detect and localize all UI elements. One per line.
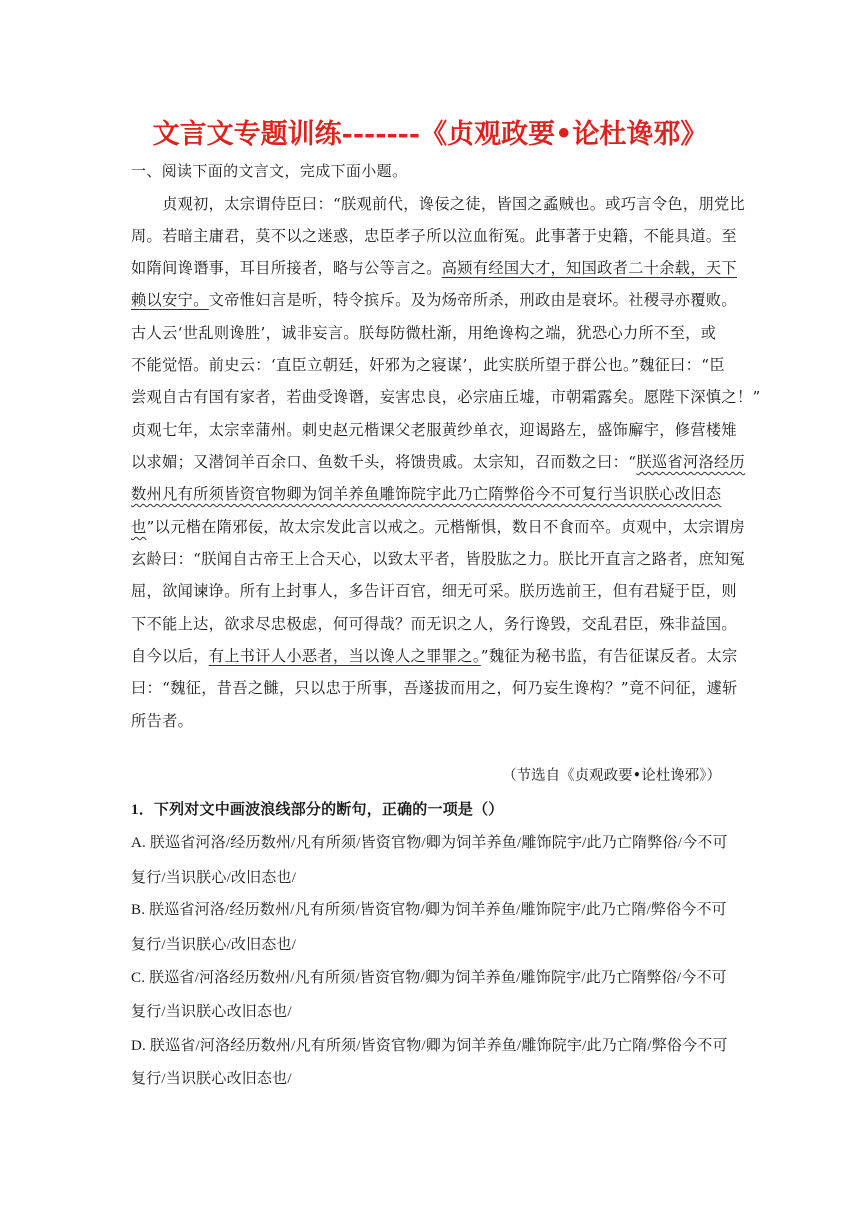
option-d-cont: 复行/当识朕心改旧态也/: [131, 1071, 292, 1087]
question-stem: 1．下列对文中画波浪线部分的断句，正确的一项是（）: [131, 802, 504, 818]
passage-line: 曰：“魏征，昔吾之雠，只以忠于所事，吾遂拔而用之，何乃妄生谗构？”竟不问征，遽斩: [131, 679, 738, 697]
option-d: D. 朕巡省/河洛经历数州/凡有所须/皆资官物/卿为饲羊养鱼/雕饰院宇/此乃亡隋/弊俗今不可: [131, 1038, 728, 1054]
wavy-underlined-text: 也: [131, 518, 147, 536]
passage-line: [131, 645, 737, 666]
passage-line: [131, 483, 721, 504]
section-heading: 一、阅读下面的文言文，完成下面小题。: [131, 162, 408, 180]
passage-text: 文帝惟妇言是听，特令摈斥。及为炀帝所杀，刑政由是衰坏。社稷寻亦覆败。: [208, 291, 737, 309]
underlined-sentence: 有上书讦人小恶者，当以谗人之罪罪之。: [208, 647, 481, 665]
source-citation: （节选自《贞观政要•论杜谗邪》）: [502, 768, 721, 784]
passage-line: 下不能上达，欲求尽忠极虑，何可得哉？而无识之人，务行谗毁，交乱君臣，殊非益国。: [131, 615, 737, 633]
passage-line: 玄龄曰：“朕闻自古帝王上合天心，以致太平者，皆股肱之力。朕比开直言之路者，庶知冤: [131, 550, 746, 568]
option-b-cont: 复行/当识朕心/改旧态也/: [131, 937, 297, 953]
wavy-underlined-text: 数州凡有所须皆资官物卿为饲羊养鱼雕饰院宇此乃亡隋弊俗今不可复行当识朕心改旧态: [131, 485, 722, 503]
option-b: B. 朕巡省河洛/经历数州/凡有所须/皆资官物/卿为饲羊养鱼/雕饰院宇/此乃亡隋/弊俗今不可: [131, 902, 727, 918]
passage-line: [131, 451, 745, 472]
passage-line: 贞观七年，太宗幸蒲州。刺史赵元楷课父老服黄纱单衣，迎谒路左，盛饰廨宇，修营楼雉: [131, 421, 737, 439]
passage-line: 不能觉悟。前史云：‘直臣立朝廷，奸邪为之寝谋’，此实朕所望于群公也。”魏征曰：“臣: [131, 356, 725, 374]
page-title: 文言文专题训练-------《贞观政要•论杜谗邪》: [152, 119, 708, 150]
passage-text: 如隋间谗谮事，耳目所接者，略与公等言之。: [131, 259, 442, 277]
passage-line: 尝观自古有国有家者，若曲受谗谮，妄害忠良，必宗庙丘墟，市朝霜露矣。愿陛下深慎之！”: [131, 388, 761, 406]
passage-line: [131, 257, 737, 278]
passage-line: 周。若暗主庸君，莫不以之迷惑，忠臣孝子所以泣血衔冤。此事著于史籍，不能具道。至: [131, 227, 737, 245]
passage-line: 所告者。: [131, 712, 194, 730]
passage-text: ”魏征为秘书监，有告征谋反者。太宗: [480, 647, 738, 665]
option-a-cont: 复行/当识朕心/改旧态也/: [131, 870, 297, 886]
passage-text: 以求媚；又潜饲羊百余口、鱼数千头，将馈贵戚。太宗知，召而数之曰：“: [131, 453, 637, 471]
option-c-cont: 复行/当识朕心改旧态也/: [131, 1004, 292, 1020]
passage-text: ”以元楷在隋邪佞，故太宗发此言以戒之。元楷惭惧，数日不食而卒。贞观中，太宗谓房: [146, 518, 746, 536]
option-c: C. 朕巡省/河洛经历数州/凡有所须/皆资官物/卿为饲羊养鱼/雕饰院宇/此乃亡隋弊俗/今不可: [131, 970, 727, 986]
underlined-sentence: 赖以安宁。: [131, 291, 209, 309]
passage-line: 屈，欲闻谏诤。所有上封事人，多告讦百官，细无可采。朕历选前王，但有君疑于臣，则: [131, 582, 737, 600]
passage-line: [131, 516, 745, 537]
passage-line: 贞观初，太宗谓侍臣曰：“朕观前代，谗佞之徒，皆国之蟊贼也。或巧言令色，朋党比: [131, 195, 746, 213]
passage-line: 古人云‘世乱则谗胜’，诚非妄言。朕每防微杜渐，用绝谗构之端，犹恐心力所不至，或: [131, 324, 717, 342]
passage-text: 自今以后，: [131, 647, 209, 665]
passage-line: [131, 289, 737, 310]
underlined-sentence: 高颎有经国大才，知国政者二十余载，天下: [441, 259, 737, 277]
option-a: A. 朕巡省河洛/经历数州/凡有所须/皆资官物/卿为饲羊养鱼/雕饰院宇/此乃亡隋弊俗/今不可: [131, 835, 728, 851]
wavy-underlined-text: 朕巡省河洛经历: [636, 453, 746, 471]
